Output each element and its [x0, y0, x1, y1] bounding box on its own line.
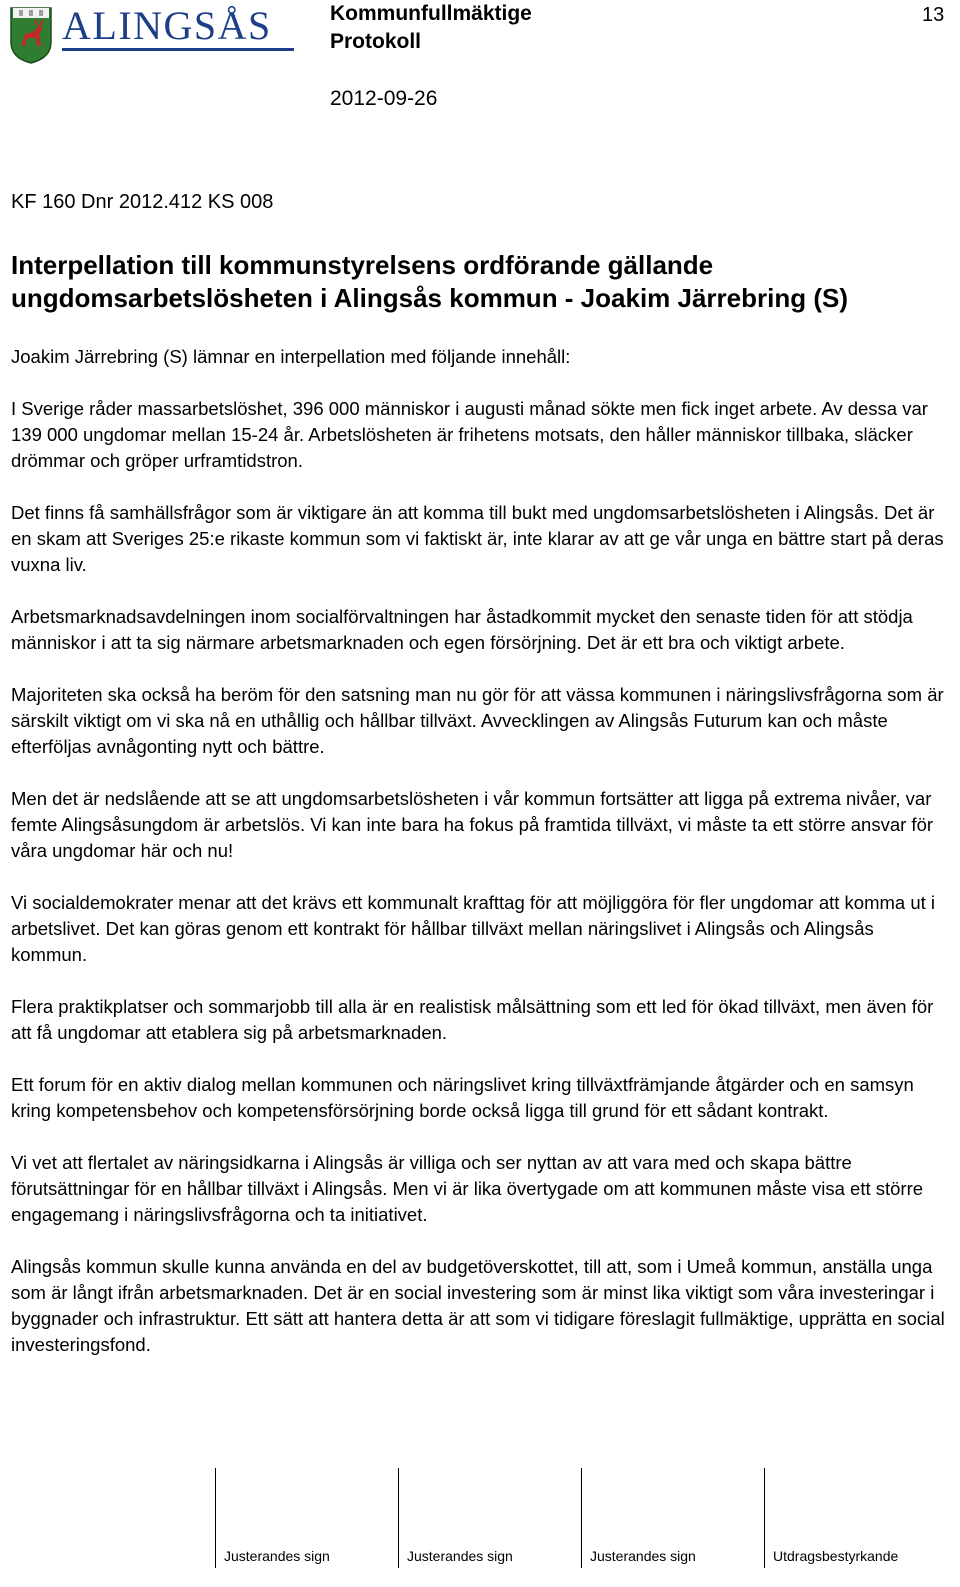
document-body	[11, 396, 946, 1384]
signature-divider	[215, 1468, 216, 1568]
intro-text: Joakim Järrebring (S) lämnar en interpellation med följande innehåll:	[11, 346, 571, 367]
municipality-crest-icon	[9, 6, 53, 64]
paragraph: Vi vet att flertalet av näringsidkarna i Alingsås är villiga och ser nyttan av att vara med och skapa bättre förutsättningar för en hållbar tillväxt i Alingsås. Men vi är lika övertygade om att kommunen måste visa ett större engagemang i näringslivsfrågorna och ta initiativet.	[11, 1152, 924, 1225]
paragraph: Majoriteten ska också ha beröm för den satsning man nu gör för att vässa kommunen i näringslivsfrågorna som är särskilt viktigt om vi ska nå en uthållig och hållbar tillväxt. Avvecklingen av Alingsås Futurum kan och måste efterföljas avnågonting nytt och bättre.	[11, 684, 944, 757]
signature-label: Justerandes sign	[224, 1548, 330, 1564]
document-title: Interpellation till kommunstyrelsens ordförande gällande ungdomsarbetslösheten i Alingsås kommun - Joakim Järrebring (S)	[11, 250, 848, 313]
signature-label: Justerandes sign	[407, 1548, 513, 1564]
header-subtitle: Protokoll	[330, 30, 422, 53]
paragraph: Det finns få samhällsfrågor som är viktigare än att komma till bukt med ungdomsarbetslösheten i Alingsås. Det är en skam att Sveriges 25:e rikaste kommun som vi faktiskt är, inte klarar av att ge vår unga en bättre start på deras vuxna liv.	[11, 502, 944, 575]
paragraph: Men det är nedslående att se att ungdomsarbetslösheten i vår kommun fortsätter att ligga på extrema nivåer, var femte Alingsåsungdom är arbetslös. Vi kan inte bara ha fokus på framtida tillväxt, vi måste ta ett större ansvar för våra ungdomar här och nu!	[11, 788, 934, 861]
paragraph: Ett forum för en aktiv dialog mellan kommunen och näringslivet kring tillväxtfrämjande åtgärder och en samsyn kring kompetensbehov och kompetensförsörjning borde också ligga till grund för ett sådant kontrakt.	[11, 1074, 914, 1121]
paragraph: Vi socialdemokrater menar att det krävs ett kommunalt krafttag för att möjliggöra för fler ungdomar att komma ut i arbetslivet. Det kan göras genom ett kontrakt för hållbar tillväxt mellan näringslivet i Alingsås och Alingsås kommun.	[11, 892, 936, 965]
signature-divider	[581, 1468, 582, 1568]
page-number: 13	[922, 4, 945, 26]
case-reference: KF 160 Dnr 2012.412 KS 008	[11, 191, 274, 213]
signature-divider	[764, 1468, 765, 1568]
signature-divider	[398, 1468, 399, 1568]
header-date: 2012-09-26	[330, 87, 438, 110]
header-title: Kommunfullmäktige	[330, 2, 532, 25]
paragraph: Flera praktikplatser och sommarjobb till alla är en realistisk målsättning som ett led för ökad tillväxt, men även för att få ungdomar att etablera sig på arbetsmarknaden.	[11, 996, 934, 1043]
logo-underline	[62, 48, 294, 51]
signature-label: Utdragsbestyrkande	[773, 1548, 899, 1564]
paragraph: Alingsås kommun skulle kunna använda en del av budgetöverskottet, till att, som i Umeå kommun, anställa unga som är långt ifrån arbetsmarknaden. Det är en social investering som är minst lika viktigt som våra investeringar i byggnader och infrastruktur. Ett sätt att hantera detta är att som vi tidigare föreslagit fullmäktige, upprätta en social investeringsfond.	[11, 1256, 945, 1355]
signature-label: Justerandes sign	[590, 1548, 696, 1564]
paragraph: Arbetsmarknadsavdelningen inom socialförvaltningen har åstadkommit mycket den senaste tiden för att stödja människor i att ta sig närmare arbetsmarknaden och egen försörjning. Det är ett bra och viktigt arbete.	[11, 606, 913, 653]
logo-wordmark: ALINGSÅS	[62, 3, 272, 48]
paragraph: I Sverige råder massarbetslöshet, 396 000 människor i augusti månad sökte men fick inget arbete. Av dessa var 139 000 ungdomar mellan 15-24 år. Arbetslösheten är frihetens motsats, den håller människor tillbaka, släcker drömmar och gröper urframtidstron.	[11, 398, 928, 471]
